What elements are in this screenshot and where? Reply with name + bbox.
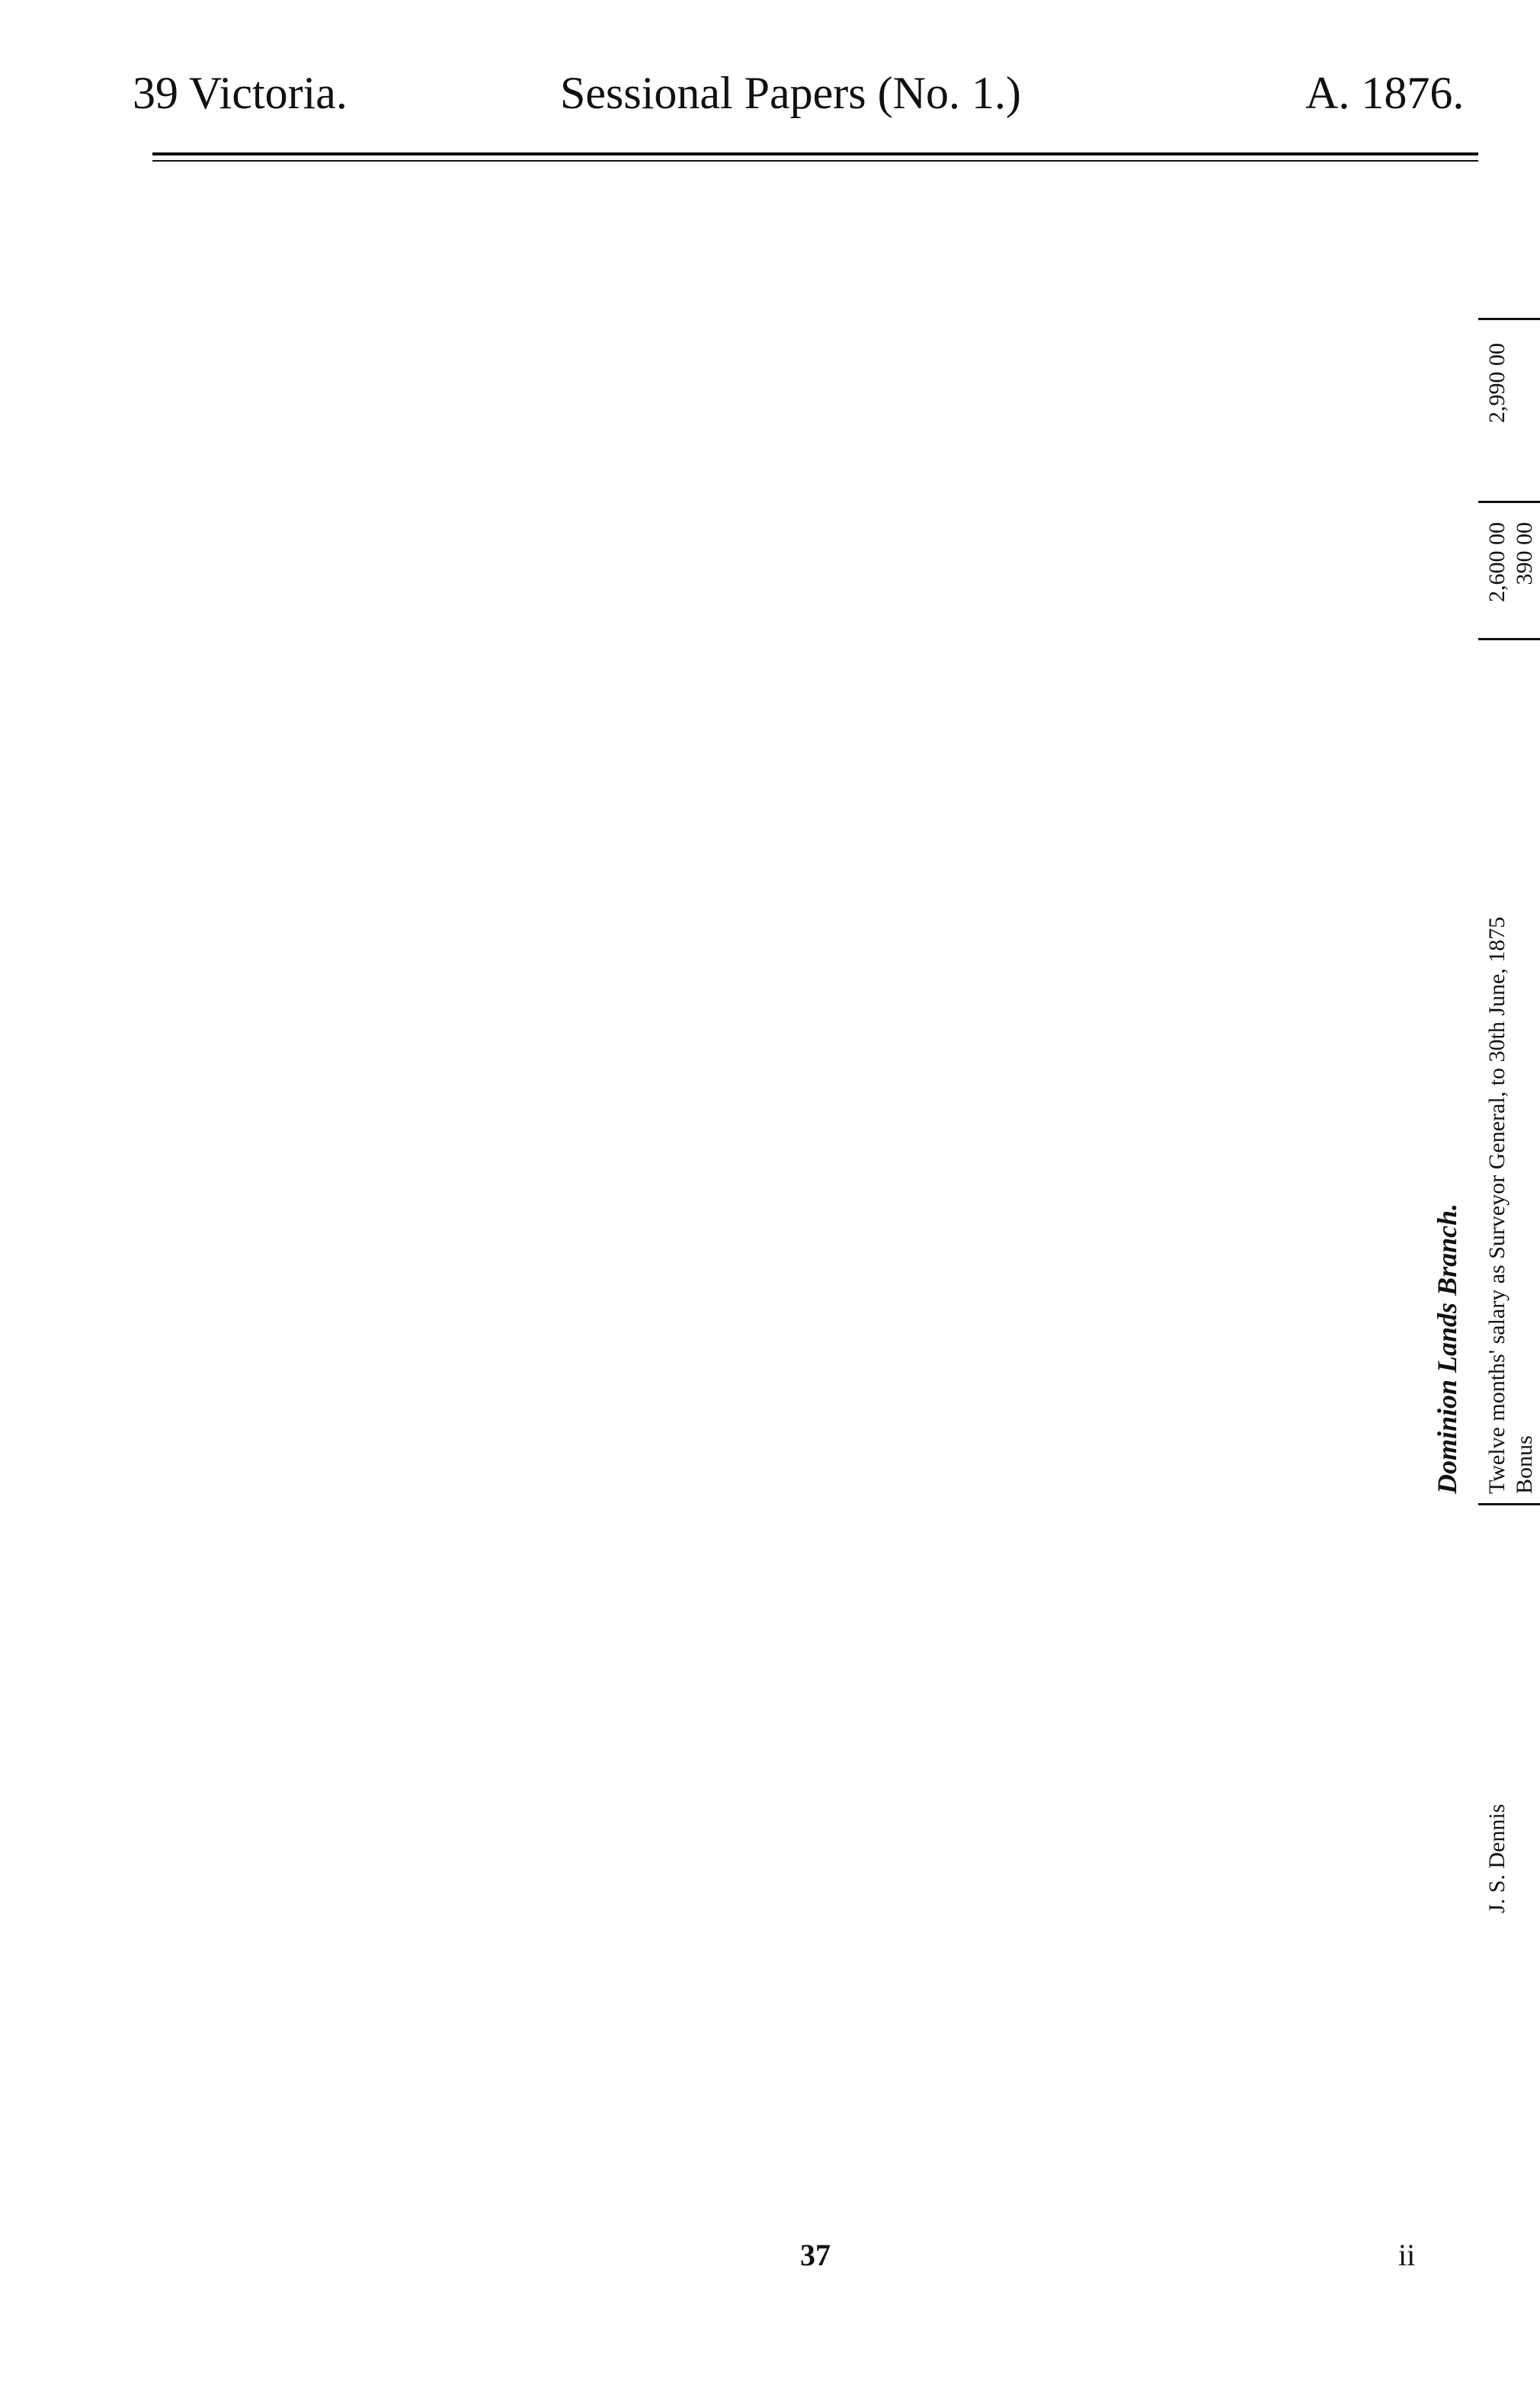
header-rule-bottom [152,160,1478,162]
row-description: Twelve months' salary as Surveyor General, to 30th June, 1875 [1484,916,1510,1494]
salary-table [1432,152,1540,1921]
section-title: Dominion Lands Branch. [1432,1203,1462,1494]
row-name: J. S. Dennis [1484,1803,1510,1913]
header-session: 39 Victoria. [133,68,347,118]
row-description-2: Bonus [1512,1435,1537,1494]
header-year: A. 1876. [1305,68,1465,118]
header-rule-top [152,152,1478,155]
row-amount: 390 00 [1512,522,1537,585]
page-number: 37 [800,2238,831,2272]
signature-mark: ii [1398,2238,1416,2272]
header-title: Sessional Papers (No. 1.) [560,68,1021,118]
row-total: 2,990 00 [1484,343,1510,423]
row-amount: 2,600 00 [1484,522,1510,602]
table-row [1478,152,1540,1921]
